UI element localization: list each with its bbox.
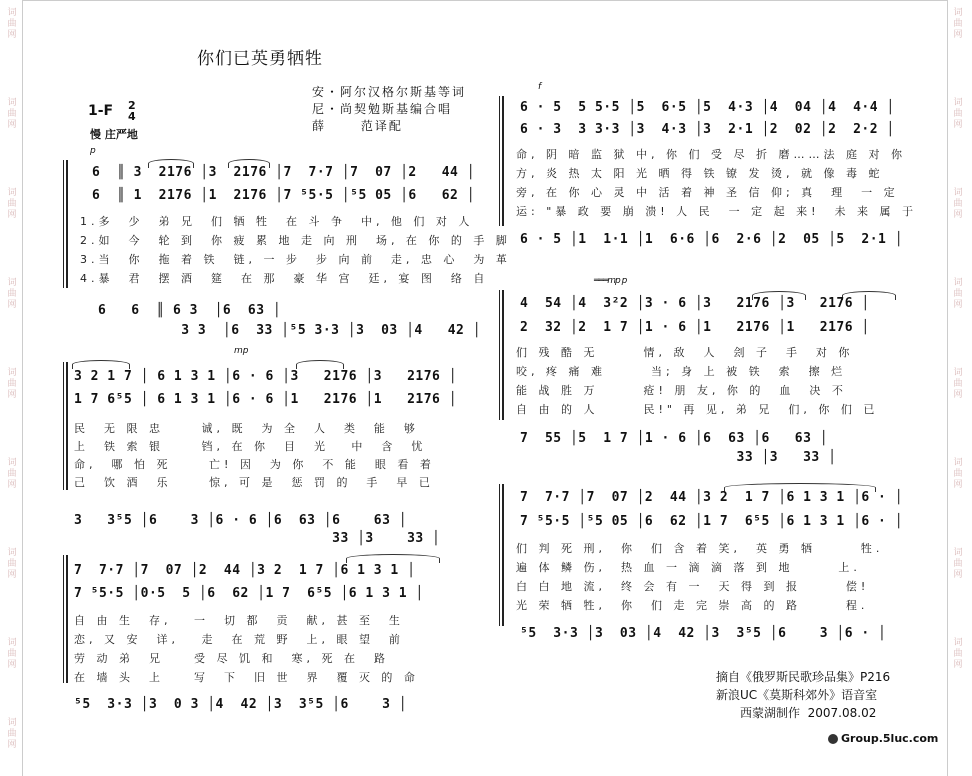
top-border bbox=[22, 0, 948, 1]
notes-soprano: 4 54 │4 3²2 │3 · 6 │3 2176 │3 2176 │ bbox=[520, 296, 870, 311]
system-bracket bbox=[66, 555, 68, 683]
notes-soprano: 6 ║ 3 2176 │3 2176 │7 7·7 │7 07 │2 44 │ bbox=[92, 165, 476, 180]
lyrics-verse-3: 3.当 你 拖 着 铁 链, 一 步 步 向 前 走, 忠 心 为 革 bbox=[80, 253, 511, 266]
slur bbox=[72, 360, 130, 369]
lyrics-verse-1: 民 无 限 忠 诚, 既 为 全 人 类 能 够 bbox=[74, 422, 419, 435]
system-bracket-thin bbox=[63, 362, 64, 490]
lyrics-verse-1: 1.多 少 弟 兄 们 牺 牲 在 斗 争 中, 他 们 对 人 bbox=[80, 215, 474, 228]
lyrics-verse-4: 光 荣 牺 牲, 你 们 走 完 崇 高 的 路 程. bbox=[516, 599, 869, 612]
lyrics-verse-3: 劳 动 弟 兄 受 尽 饥 和 寒, 死 在 路 bbox=[74, 652, 389, 665]
lyrics-verse-2: 上 铁 索 银 铛, 在 你 目 光 中 含 忧 bbox=[74, 440, 427, 453]
maker-note: 西蒙湖制作 2007.08.02 bbox=[740, 706, 877, 720]
lyrics-verse-2: 遍 体 鳞 伤, 热 血 一 滴 滴 落 到 地 上. bbox=[516, 561, 861, 574]
notes-bass: ⁵5 3·3 │3 0 3 │4 42 │3 3⁵5 │6 3 │ bbox=[74, 697, 408, 712]
notes-bass: 33 │3 33 │ bbox=[520, 450, 837, 465]
system-bracket bbox=[66, 362, 68, 490]
notes-alto: 1 7 6⁵5 │ 6 1 3 1 │6 · 6 │1 2176 │1 2176 │ bbox=[74, 392, 458, 407]
dynamic-mp-p: ═══mp p bbox=[594, 276, 627, 286]
notes-bass: 3 3 │6 33 │⁵5 3·3 │3 03 │4 42 │ bbox=[98, 323, 482, 338]
key-signature: 1-F 2 4 bbox=[88, 99, 136, 123]
time-sig-den: 4 bbox=[128, 110, 136, 123]
lyrics-verse-4: 运: "暴 政 要 崩 溃! 人 民 一 定 起 来! 未 来 属 于 bbox=[516, 205, 918, 218]
dynamic-mp: mp bbox=[234, 346, 249, 356]
studio-note: 新浪UC《莫斯科郊外》语音室 bbox=[716, 688, 878, 702]
right-border bbox=[947, 0, 948, 776]
notes-tenor: 3 3⁵5 │6 3 │6 · 6 │6 63 │6 63 │ bbox=[74, 513, 408, 528]
lyrics-verse-4: 己 饮 酒 乐 惊, 可 是 惩 罚 的 手 早 已 bbox=[74, 476, 434, 489]
notes-alto: 6 · 3 3 3·3 │3 4·3 │3 2·1 │2 02 │2 2·2 │ bbox=[520, 122, 895, 137]
tempo-marking: 慢 庄严地 bbox=[90, 128, 138, 141]
lyrics-verse-3: 白 白 地 流, 终 会 有 一 天 得 到 报 偿! bbox=[516, 580, 870, 593]
notes-alto: 6 ║ 1 2176 │1 2176 │7 ⁵5·5 │⁵5 05 │6 62 │ bbox=[92, 188, 476, 203]
system-bracket-thin bbox=[63, 555, 64, 683]
notes-bass: ⁵5 3·3 │3 03 │4 42 │3 3⁵5 │6 3 │6 · │ bbox=[520, 626, 887, 641]
time-sig-num: 2 bbox=[128, 99, 136, 112]
credit-lyricist: 安・阿尔汉格尔斯基等词 bbox=[312, 85, 467, 99]
lyrics-verse-2: 恋, 又 安 详, 走 在 荒 野 上, 眼 望 前 bbox=[74, 633, 404, 646]
notes-bass: 6 · 5 │1 1·1 │1 6·6 │6 2·6 │2 05 │5 2·1 │ bbox=[520, 232, 904, 247]
lyrics-verse-2: 方, 炎 热 太 阳 光 晒 得 铁 镣 发 烫, 就 像 毒 蛇 bbox=[516, 167, 884, 180]
lyrics-verse-4: 自 由 的 人 民!" 再 见, 弟 兄 们, 你 们 已 bbox=[516, 403, 879, 416]
song-title: 你们已英勇牺牲 bbox=[197, 49, 323, 69]
system-bracket-thin bbox=[499, 96, 500, 226]
slur bbox=[346, 554, 440, 563]
lyrics-verse-1: 们 判 死 刑, 你 们 含 着 笑, 英 勇 牺 牲. bbox=[516, 542, 884, 555]
lyrics-verse-3: 能 战 胜 万 疮! 朋 友, 你 的 血 决 不 bbox=[516, 384, 847, 397]
lyrics-verse-1: 自 由 生 存, 一 切 都 贡 献, 甚 至 生 bbox=[74, 614, 404, 627]
lyrics-verse-2: 咬, 疼 痛 难 当; 身 上 被 铁 索 擦 烂 bbox=[516, 365, 847, 378]
notes-tenor: 7 55 │5 1 7 │1 · 6 │6 63 │6 63 │ bbox=[520, 431, 829, 446]
lyrics-verse-1: 们 残 酷 无 情, 敌 人 刽 子 手 对 你 bbox=[516, 346, 854, 359]
notes-tenor: 6 6 ║ 6 3 │6 63 │ bbox=[98, 303, 282, 318]
dynamic-p: p bbox=[90, 146, 96, 156]
credit-arranger: 尼・尚契勉斯基编合唱 bbox=[312, 102, 453, 116]
site-logo: Group.5luc.com bbox=[828, 732, 938, 745]
lyrics-verse-2: 2.如 今 轮 到 你 疲 累 地 走 向 刑 场, 在 你 的 手 脚 bbox=[80, 234, 511, 247]
lyrics-verse-4: 4.暴 君 摆 酒 筵 在 那 豪 华 宫 廷, 宴 图 络 自 bbox=[80, 272, 489, 285]
notes-alto: 7 ⁵5·5 │0·5 5 │6 62 │1 7 6⁵5 │6 1 3 1 │ bbox=[74, 586, 424, 601]
lyrics-verse-1: 命, 阴 暗 监 狱 中, 你 们 受 尽 折 磨……法 庭 对 你 bbox=[516, 148, 906, 161]
lyrics-verse-4: 在 墙 头 上 写 下 旧 世 界 覆 灭 的 命 bbox=[74, 671, 419, 684]
system-bracket-thin bbox=[499, 484, 500, 626]
notes-soprano: 3 2 1 7 │ 6 1 3 1 │6 · 6 │3 2176 │3 2176 │ bbox=[74, 369, 458, 384]
notes-alto: 7 ⁵5·5 │⁵5 05 │6 62 │1 7 6⁵5 │6 1 3 1 │6 · │ bbox=[520, 514, 904, 529]
slur bbox=[296, 360, 344, 369]
system-bracket bbox=[502, 484, 504, 626]
notes-soprano: 7 7·7 │7 07 │2 44 │3 2 1 7 │6 1 3 1 │6 · │ bbox=[520, 490, 904, 505]
system-bracket bbox=[66, 160, 68, 288]
system-bracket bbox=[502, 96, 504, 226]
system-bracket-thin bbox=[499, 290, 500, 420]
notes-soprano: 7 7·7 │7 07 │2 44 │3 2 1 7 │6 1 3 1 │ bbox=[74, 563, 416, 578]
logo-icon bbox=[828, 734, 838, 744]
credit-translator: 薛 范译配 bbox=[312, 119, 403, 133]
notes-soprano: 6 · 5 5 5·5 │5 6·5 │5 4·3 │4 04 │4 4·4 │ bbox=[520, 100, 895, 115]
lyrics-verse-3: 命, 哪 怕 死 亡! 因 为 你 不 能 眼 看 着 bbox=[74, 458, 435, 471]
system-bracket bbox=[502, 290, 504, 420]
notes-bass: 33 │3 33 │ bbox=[74, 531, 441, 546]
notes-alto: 2 32 │2 1 7 │1 · 6 │1 2176 │1 2176 │ bbox=[520, 320, 870, 335]
lyrics-verse-3: 旁, 在 你 心 灵 中 活 着 神 圣 信 仰; 真 理 一 定 bbox=[516, 186, 899, 199]
left-border bbox=[22, 0, 23, 776]
source-note: 摘自《俄罗斯民歌珍品集》P216 bbox=[716, 670, 891, 684]
dynamic-f: f bbox=[538, 82, 542, 92]
system-bracket-thin bbox=[63, 160, 64, 288]
